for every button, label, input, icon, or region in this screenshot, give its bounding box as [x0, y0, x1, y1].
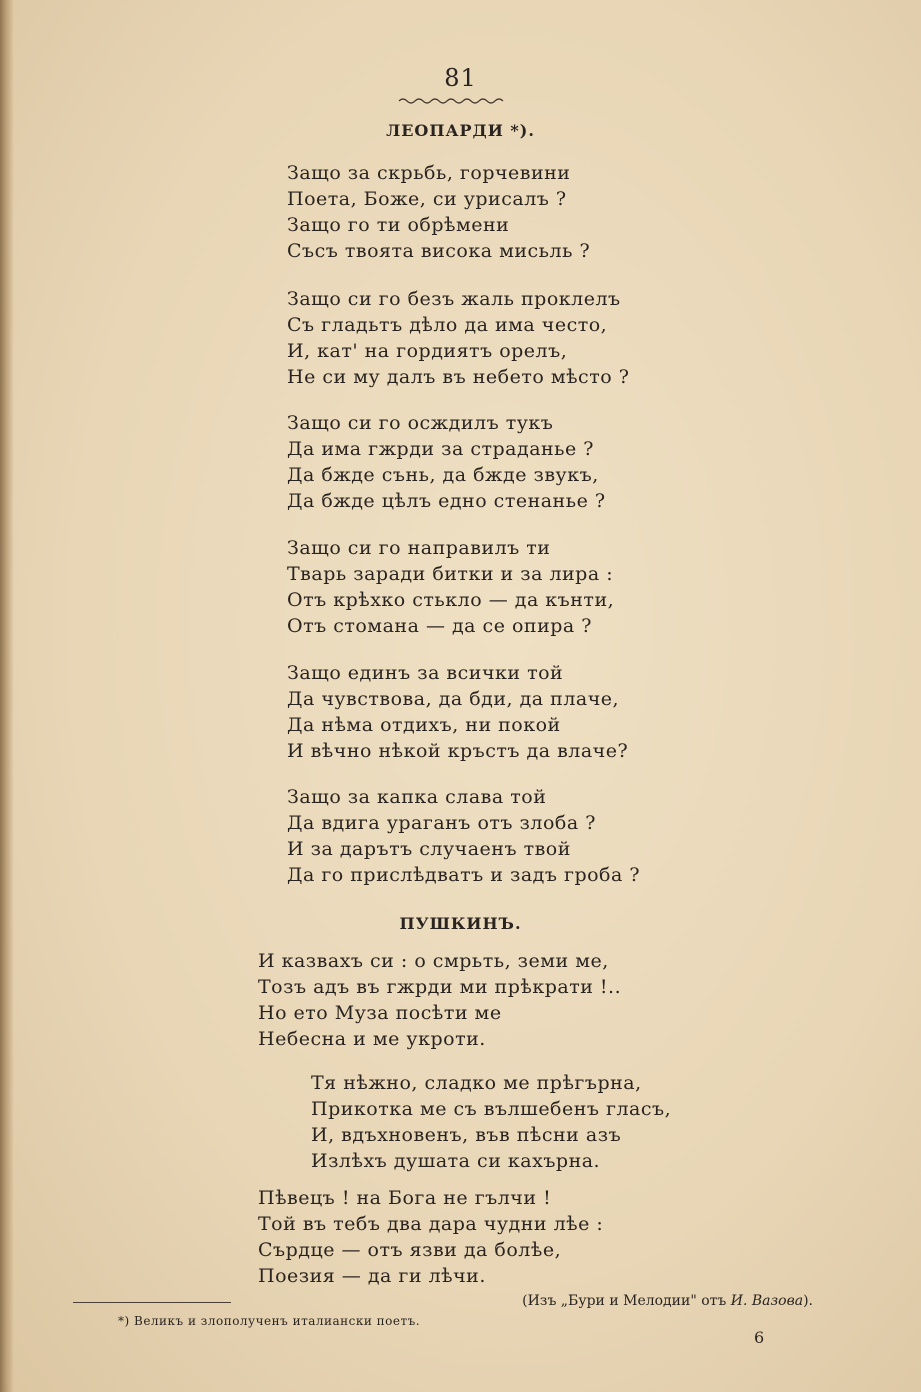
verse-line: Защо за капка слава той	[287, 786, 547, 808]
verse-line: Той въ тебъ два дара чудни лѣе :	[258, 1213, 604, 1235]
verse-line: Но ето Муза посѣти ме	[258, 1002, 502, 1024]
verse-line: Да бжде цѣлъ едно стенанье ?	[287, 490, 606, 512]
verse-line: Тварь заради битки и за лира :	[287, 563, 614, 585]
verse-line: Защо за скрьбь, горчевини	[287, 162, 571, 184]
verse-line: И, кат' на гордиятъ орелъ,	[287, 340, 568, 362]
signature-mark: 6	[754, 1328, 765, 1347]
verse-line: Небесна и ме укроти.	[258, 1028, 486, 1050]
poem-title-pushkin: ПУШКИНЪ.	[399, 914, 522, 933]
credit-suffix: ).	[803, 1293, 813, 1309]
source-credit	[522, 1293, 813, 1309]
verse-line: Да бжде сънь, да бжде звукъ,	[287, 464, 599, 486]
stanza	[258, 948, 621, 1052]
verse-line: Поезия — да ги лѣчи.	[258, 1265, 486, 1287]
verse-line: Съсъ твоята висока мисьль ?	[287, 240, 591, 262]
verse-line: И вѣчно нѣкой кръстъ да влаче?	[287, 740, 629, 762]
verse-line: Съ гладьтъ дѣло да има често,	[287, 314, 608, 336]
verse-line: Не си му далъ въ небето мѣсто ?	[287, 366, 630, 388]
verse-line: Да чувствова, да бди, да плаче,	[287, 688, 620, 710]
verse-line: Да има гжрди за страданье ?	[287, 438, 594, 460]
footnote: *) Великъ и злополученъ италиански поетъ.	[118, 1314, 421, 1328]
verse-line: Защо си го осждилъ тукъ	[287, 412, 554, 434]
page-binding-edge	[0, 0, 14, 1392]
credit-prefix: (Изъ „Бури и Мелодии" отъ	[522, 1293, 731, 1309]
verse-line: Излѣхъ душата си кахърна.	[311, 1150, 601, 1172]
verse-line: Защо единъ за всички той	[287, 662, 564, 684]
verse-line: Защо си го безъ жаль проклелъ	[287, 288, 621, 310]
verse-line: И, вдъхновенъ, във пѣсни азъ	[311, 1124, 622, 1146]
verse-line: Прикотка ме съ вълшебенъ гласъ,	[311, 1098, 672, 1120]
verse-line: Отъ стомана — да се опира ?	[287, 615, 592, 637]
verse-line: Да нѣма отдихъ, ни покой	[287, 714, 561, 736]
stanza	[258, 1185, 603, 1289]
verse-line: Поета, Боже, си урисалъ ?	[287, 188, 567, 210]
footnote-rule	[73, 1302, 231, 1303]
verse-line: Отъ крѣхко стькло — да кънти,	[287, 589, 615, 611]
stanza	[287, 660, 628, 764]
poem-title-leopardi: ЛЕОПАРДИ *).	[386, 121, 535, 140]
verse-line: Сърдце — отъ язви да болѣе,	[258, 1239, 562, 1261]
page-number: 81	[444, 64, 477, 92]
verse-line: Да го прислѣдватъ и задъ гроба ?	[287, 864, 641, 886]
verse-line: Защо го ти обрѣмени	[287, 214, 510, 236]
stanza	[287, 784, 640, 888]
verse-line: Да вдига ураганъ отъ злоба ?	[287, 812, 596, 834]
stanza	[287, 160, 590, 264]
stanza	[287, 535, 614, 639]
verse-line: Пѣвецъ ! на Бога не гълчи !	[258, 1187, 552, 1209]
stanza	[287, 286, 629, 390]
verse-line: Защо си го направилъ ти	[287, 537, 551, 559]
verse-line: Тя нѣжно, сладко ме прѣгърна,	[311, 1072, 642, 1094]
ornament-rule	[397, 96, 507, 106]
verse-line: Тозъ адъ въ гжрди ми прѣкрати !..	[258, 976, 622, 998]
stanza	[311, 1070, 671, 1174]
verse-line: И за дарътъ случаенъ твой	[287, 838, 571, 860]
verse-line: И казвахъ си : о смрьть, земи ме,	[258, 950, 609, 972]
stanza	[287, 410, 606, 514]
credit-author: И. Вазова	[730, 1293, 804, 1309]
